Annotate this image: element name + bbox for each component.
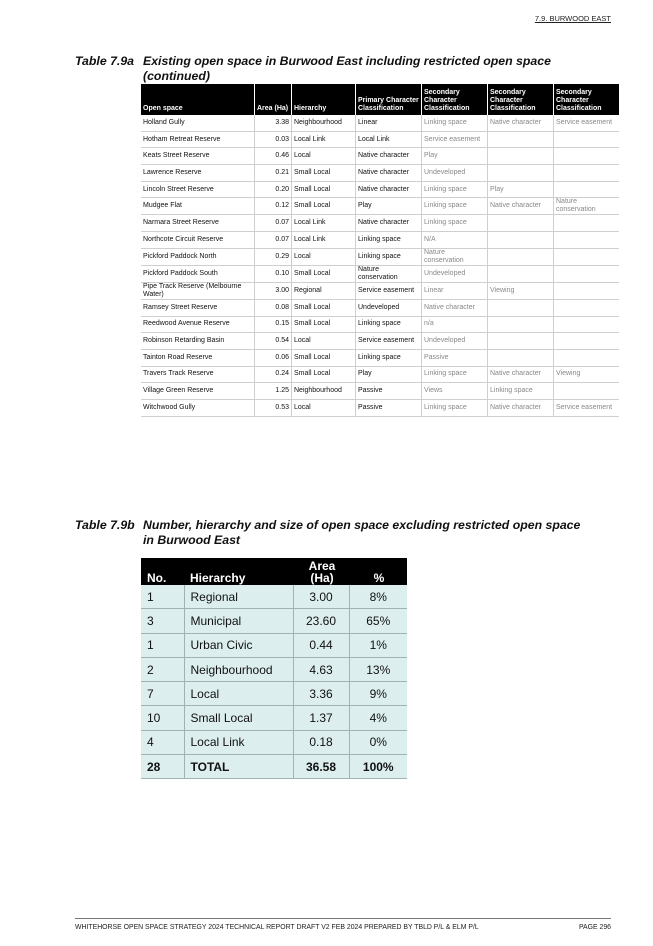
area-value: 1.37 xyxy=(293,706,349,730)
secondary-character-2 xyxy=(488,148,554,165)
percent-value: 1% xyxy=(349,633,407,657)
secondary-character-2: Native character xyxy=(488,399,554,416)
primary-character: Linear xyxy=(356,115,422,131)
count-value: 1 xyxy=(141,633,184,657)
open-space-name: Hotham Retreat Reserve xyxy=(141,131,255,148)
area-value: 0.20 xyxy=(255,181,292,198)
secondary-character-1: Linear xyxy=(422,282,488,299)
secondary-character-3 xyxy=(554,316,620,333)
col-secondary-character-3: Secondary Character Classification xyxy=(554,84,620,115)
secondary-character-3: Nature conservation xyxy=(554,198,620,215)
hierarchy-value: Small Local xyxy=(292,165,356,182)
count-value: 28 xyxy=(141,755,184,779)
secondary-character-2 xyxy=(488,349,554,366)
table-row xyxy=(141,248,619,265)
primary-character: Native character xyxy=(356,148,422,165)
secondary-character-2: Native character xyxy=(488,198,554,215)
open-space-table xyxy=(141,84,619,417)
primary-character: Service easement xyxy=(356,282,422,299)
table-row xyxy=(141,585,407,609)
secondary-character-2 xyxy=(488,265,554,282)
secondary-character-1: Linking space xyxy=(422,366,488,383)
secondary-character-1: Linking space xyxy=(422,399,488,416)
secondary-character-2 xyxy=(488,316,554,333)
hierarchy-value: Small Local xyxy=(292,198,356,215)
secondary-character-2: Viewing xyxy=(488,282,554,299)
hierarchy-value: Urban Civic xyxy=(184,633,293,657)
secondary-character-3 xyxy=(554,131,620,148)
secondary-character-2: Linking space xyxy=(488,383,554,400)
open-space-name: Narmara Street Reserve xyxy=(141,215,255,232)
percent-value: 65% xyxy=(349,609,407,633)
col-area: Area (Ha) xyxy=(293,558,349,585)
secondary-character-1: Views xyxy=(422,383,488,400)
count-value: 3 xyxy=(141,609,184,633)
table-row xyxy=(141,198,619,215)
secondary-character-1: Linking space xyxy=(422,181,488,198)
secondary-character-3 xyxy=(554,215,620,232)
table-row xyxy=(141,349,619,366)
area-value: 0.54 xyxy=(255,333,292,350)
secondary-character-1: Nature conservation xyxy=(422,248,488,265)
open-space-name: Mudgee Flat xyxy=(141,198,255,215)
percent-value: 9% xyxy=(349,682,407,706)
hierarchy-value: Local Link xyxy=(292,131,356,148)
total-row xyxy=(141,755,407,779)
table-row xyxy=(141,282,619,299)
secondary-character-2: Play xyxy=(488,181,554,198)
hierarchy-value: Local xyxy=(292,148,356,165)
open-space-name: Pipe Track Reserve (Melbourne Water) xyxy=(141,282,255,299)
percent-value: 13% xyxy=(349,657,407,681)
hierarchy-value: Small Local xyxy=(184,706,293,730)
secondary-character-1: N/A xyxy=(422,232,488,249)
area-value: 0.18 xyxy=(293,730,349,754)
secondary-character-2 xyxy=(488,165,554,182)
hierarchy-value: Neighbourhood xyxy=(292,115,356,131)
open-space-name: Holland Gully xyxy=(141,115,255,131)
table-a-label: Table 7.9a xyxy=(75,54,135,68)
area-value: 4.63 xyxy=(293,657,349,681)
secondary-character-3: Viewing xyxy=(554,366,620,383)
table-row xyxy=(141,232,619,249)
secondary-character-1: Passive xyxy=(422,349,488,366)
hierarchy-value: Neighbourhood xyxy=(292,383,356,400)
hierarchy-value: Local Link xyxy=(292,232,356,249)
secondary-character-2: Native character xyxy=(488,115,554,131)
table-row xyxy=(141,181,619,198)
primary-character: Play xyxy=(356,366,422,383)
table-header-row xyxy=(141,558,407,585)
table-row xyxy=(141,265,619,282)
table-header-row xyxy=(141,84,619,115)
area-value: 3.38 xyxy=(255,115,292,131)
primary-character: Passive xyxy=(356,383,422,400)
hierarchy-value: Local xyxy=(184,682,293,706)
percent-value: 8% xyxy=(349,585,407,609)
col-open-space: Open space xyxy=(141,84,255,115)
area-value: 0.10 xyxy=(255,265,292,282)
primary-character: Play xyxy=(356,198,422,215)
col-hierarchy: Hierarchy xyxy=(292,84,356,115)
hierarchy-value: Local Link xyxy=(184,730,293,754)
hierarchy-value: Small Local xyxy=(292,349,356,366)
area-value: 0.24 xyxy=(255,366,292,383)
open-space-name: Lawrence Reserve xyxy=(141,165,255,182)
table-row xyxy=(141,399,619,416)
hierarchy-value: Local xyxy=(292,248,356,265)
col-number: No. xyxy=(141,558,184,585)
open-space-name: Tainton Road Reserve xyxy=(141,349,255,366)
hierarchy-value: Small Local xyxy=(292,181,356,198)
secondary-character-1: Undeveloped xyxy=(422,333,488,350)
area-value: 0.29 xyxy=(255,248,292,265)
primary-character: Linking space xyxy=(356,232,422,249)
secondary-character-1: Linking space xyxy=(422,215,488,232)
secondary-character-3: Service easement xyxy=(554,115,620,131)
open-space-name: Reedwood Avenue Reserve xyxy=(141,316,255,333)
percent-value: 0% xyxy=(349,730,407,754)
col-secondary-character-2: Secondary Character Classification xyxy=(488,84,554,115)
hierarchy-value: Regional xyxy=(184,585,293,609)
table-row xyxy=(141,131,619,148)
area-value: 0.07 xyxy=(255,232,292,249)
table-row xyxy=(141,609,407,633)
table-row xyxy=(141,316,619,333)
hierarchy-value: Local Link xyxy=(292,215,356,232)
primary-character: Local Link xyxy=(356,131,422,148)
area-value: 0.15 xyxy=(255,316,292,333)
page-footer xyxy=(75,918,611,931)
primary-character: Service easement xyxy=(356,333,422,350)
secondary-character-3 xyxy=(554,282,620,299)
secondary-character-1: Play xyxy=(422,148,488,165)
primary-character: Linking space xyxy=(356,248,422,265)
table-row xyxy=(141,165,619,182)
open-space-name: Northcote Circuit Reserve xyxy=(141,232,255,249)
primary-character: Linking space xyxy=(356,349,422,366)
secondary-character-3 xyxy=(554,349,620,366)
hierarchy-value: Municipal xyxy=(184,609,293,633)
table-row xyxy=(141,115,619,131)
primary-character: Nature conservation xyxy=(356,265,422,282)
secondary-character-1: Linking space xyxy=(422,198,488,215)
secondary-character-3 xyxy=(554,248,620,265)
open-space-name: Pickford Paddock South xyxy=(141,265,255,282)
hierarchy-value: Neighbourhood xyxy=(184,657,293,681)
secondary-character-3 xyxy=(554,299,620,316)
table-row xyxy=(141,299,619,316)
open-space-name: Pickford Paddock North xyxy=(141,248,255,265)
hierarchy-value: Small Local xyxy=(292,265,356,282)
secondary-character-1: n/a xyxy=(422,316,488,333)
count-value: 4 xyxy=(141,730,184,754)
table-row xyxy=(141,366,619,383)
area-value: 3.00 xyxy=(255,282,292,299)
secondary-character-3 xyxy=(554,232,620,249)
primary-character: Native character xyxy=(356,181,422,198)
secondary-character-2 xyxy=(488,215,554,232)
open-space-name: Travers Track Reserve xyxy=(141,366,255,383)
hierarchy-value: Small Local xyxy=(292,299,356,316)
table-row xyxy=(141,148,619,165)
hierarchy-value: Small Local xyxy=(292,316,356,333)
count-value: 1 xyxy=(141,585,184,609)
col-percent: % xyxy=(349,558,407,585)
secondary-character-2 xyxy=(488,333,554,350)
area-value: 0.53 xyxy=(255,399,292,416)
col-area: Area (Ha) xyxy=(255,84,292,115)
area-value: 0.08 xyxy=(255,299,292,316)
table-b-title-text: Number, hierarchy and size of open space excluding restricted open space in Burwood East xyxy=(143,518,581,547)
hierarchy-value: Small Local xyxy=(292,366,356,383)
secondary-character-2 xyxy=(488,131,554,148)
secondary-character-3 xyxy=(554,333,620,350)
secondary-character-3 xyxy=(554,165,620,182)
primary-character: Passive xyxy=(356,399,422,416)
section-header: 7.9. BURWOOD EAST xyxy=(534,14,611,23)
percent-value: 100% xyxy=(349,755,407,779)
table-a-title-text: Existing open space in Burwood East including restricted open space (continued) xyxy=(143,54,551,83)
secondary-character-2 xyxy=(488,232,554,249)
secondary-character-3 xyxy=(554,181,620,198)
hierarchy-summary-table xyxy=(141,558,407,779)
hierarchy-value: Regional xyxy=(292,282,356,299)
secondary-character-1: Linking space xyxy=(422,115,488,131)
table-row xyxy=(141,215,619,232)
col-primary-character: Primary Character Classification xyxy=(356,84,422,115)
hierarchy-value: TOTAL xyxy=(184,755,293,779)
col-hierarchy: Hierarchy xyxy=(184,558,293,585)
area-value: 36.58 xyxy=(293,755,349,779)
secondary-character-2 xyxy=(488,248,554,265)
secondary-character-3 xyxy=(554,383,620,400)
area-value: 0.21 xyxy=(255,165,292,182)
primary-character: Native character xyxy=(356,215,422,232)
percent-value: 4% xyxy=(349,706,407,730)
area-value: 0.06 xyxy=(255,349,292,366)
secondary-character-2: Native character xyxy=(488,366,554,383)
count-value: 2 xyxy=(141,657,184,681)
table-row xyxy=(141,633,407,657)
open-space-name: Witchwood Gully xyxy=(141,399,255,416)
area-value: 0.07 xyxy=(255,215,292,232)
secondary-character-1: Native character xyxy=(422,299,488,316)
col-secondary-character-1: Secondary Character Classification xyxy=(422,84,488,115)
table-row xyxy=(141,657,407,681)
area-value: 3.00 xyxy=(293,585,349,609)
area-value: 0.12 xyxy=(255,198,292,215)
count-value: 10 xyxy=(141,706,184,730)
area-value: 23.60 xyxy=(293,609,349,633)
area-value: 0.46 xyxy=(255,148,292,165)
page-number: PAGE 296 xyxy=(578,924,611,931)
secondary-character-2 xyxy=(488,299,554,316)
table-row xyxy=(141,730,407,754)
open-space-name: Keats Street Reserve xyxy=(141,148,255,165)
hierarchy-value: Local xyxy=(292,333,356,350)
table-row xyxy=(141,682,407,706)
table-row xyxy=(141,706,407,730)
open-space-name: Robinson Retarding Basin xyxy=(141,333,255,350)
secondary-character-1: Undeveloped xyxy=(422,265,488,282)
secondary-character-1: Service easement xyxy=(422,131,488,148)
table-b-label: Table 7.9b xyxy=(75,518,135,532)
secondary-character-3 xyxy=(554,148,620,165)
primary-character: Undeveloped xyxy=(356,299,422,316)
table-b-title xyxy=(75,518,583,548)
secondary-character-3 xyxy=(554,265,620,282)
count-value: 7 xyxy=(141,682,184,706)
table-row xyxy=(141,333,619,350)
primary-character: Linking space xyxy=(356,316,422,333)
open-space-name: Lincoln Street Reserve xyxy=(141,181,255,198)
footer-text: WHITEHORSE OPEN SPACE STRATEGY 2024 TECHNICAL REPORT DRAFT V2 FEB 2024 PREPARED BY TBLD P/L & ELM P/L xyxy=(75,924,479,931)
table-row xyxy=(141,383,619,400)
open-space-name: Village Green Reserve xyxy=(141,383,255,400)
secondary-character-1: Undeveloped xyxy=(422,165,488,182)
open-space-name: Ramsey Street Reserve xyxy=(141,299,255,316)
area-value: 0.44 xyxy=(293,633,349,657)
area-value: 1.25 xyxy=(255,383,292,400)
primary-character: Native character xyxy=(356,165,422,182)
secondary-character-3: Service easement xyxy=(554,399,620,416)
table-a-title xyxy=(75,54,583,84)
area-value: 3.36 xyxy=(293,682,349,706)
area-value: 0.03 xyxy=(255,131,292,148)
hierarchy-value: Local xyxy=(292,399,356,416)
